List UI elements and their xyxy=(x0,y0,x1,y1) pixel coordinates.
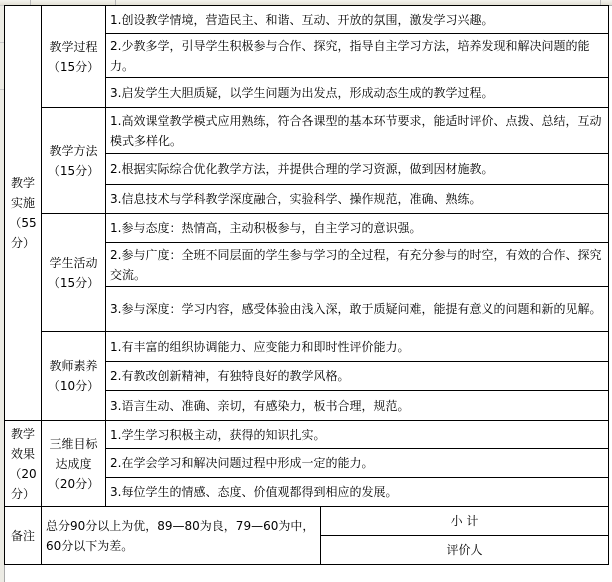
category-cell-implementation xyxy=(5,6,42,421)
table-row xyxy=(5,108,609,154)
criterion-cell[interactable]: 3.语言生动、准确、亲切，有感染力，板书合理，规范。 xyxy=(106,391,609,421)
category-label: 教学 效果 （20 分） xyxy=(9,426,37,501)
criterion-cell[interactable]: 2.少教多学，引导学生积极参与合作、探究，指导自主学习方法，培养发现和解决问题的能力。 xyxy=(106,34,609,78)
criterion-cell[interactable]: 2.在学会学习和解决问题过程中形成一定的能力。 xyxy=(106,449,609,478)
table-row xyxy=(5,214,609,243)
table-row xyxy=(5,332,609,362)
subcategory-cell-process xyxy=(42,6,106,108)
subcategory-points: （15分） xyxy=(47,59,100,74)
evaluator-label-cell[interactable]: 评价人 xyxy=(321,536,609,565)
subcategory-name: 学生活动 xyxy=(49,255,98,270)
remarks-label-cell: 备注 xyxy=(5,507,42,565)
subcategory-name: 三维目标达成度 xyxy=(49,436,98,471)
remarks-note-cell[interactable]: 总分90分以上为优，89—80为良，79—60为中，60分以下为差。 xyxy=(42,507,321,565)
footer-row xyxy=(5,507,609,536)
criterion-cell[interactable]: 1.高效课堂教学模式应用熟练，符合各课型的基本环节要求，能适时评价、点拨、总结，互动模式多样化。 xyxy=(106,108,609,154)
table-row xyxy=(5,6,609,34)
evaluation-table xyxy=(4,5,609,565)
criterion-cell[interactable]: 1.参与态度：热情高，主动积极参与，自主学习的意识强。 xyxy=(106,214,609,243)
subcategory-name: 教师素养 xyxy=(49,359,98,373)
criterion-cell[interactable]: 3.参与深度：学习内容，感受体验由浅入深，敢于质疑问难，能提有意义的问题和新的见解。 xyxy=(106,287,609,332)
criterion-cell[interactable]: 1.有丰富的组织协调能力、应变能力和即时性评价能力。 xyxy=(106,332,609,362)
subcategory-points: （20分） xyxy=(47,476,100,491)
subcategory-cell-teacher-quality xyxy=(42,332,106,421)
subcategory-points: （10分） xyxy=(47,379,100,393)
category-label: 教学 实施 （55 分） xyxy=(9,176,37,250)
criterion-cell[interactable]: 1.学生学习积极主动，获得的知识扎实。 xyxy=(106,421,609,449)
criterion-cell[interactable]: 2.有教改创新精神，有独特良好的教学风格。 xyxy=(106,362,609,391)
criterion-cell[interactable]: 3.信息技术与学科教学深度融合，实验科学、操作规范，准确、熟练。 xyxy=(106,185,609,214)
subcategory-name: 教学方法 xyxy=(49,143,98,158)
criterion-cell[interactable]: 2.根据实际综合优化教学方法，并提供合理的学习资源，做到因材施教。 xyxy=(106,154,609,185)
subcategory-name: 教学过程 xyxy=(49,39,98,54)
subcategory-points: （15分） xyxy=(47,275,100,290)
criterion-cell[interactable]: 3.启发学生大胆质疑，以学生问题为出发点，形成动态生成的教学过程。 xyxy=(106,78,609,108)
criterion-cell[interactable]: 1.创设教学情境，营造民主、和谐、互动、开放的氛围，激发学习兴趣。 xyxy=(106,6,609,34)
category-cell-effect xyxy=(5,421,42,507)
subcategory-points: （15分） xyxy=(47,163,100,178)
subcategory-cell-student-activity xyxy=(42,214,106,332)
table-row xyxy=(5,421,609,449)
criterion-cell[interactable]: 3.每位学生的情感、态度、价值观都得到相应的发展。 xyxy=(106,478,609,507)
subcategory-cell-methods xyxy=(42,108,106,214)
criterion-cell[interactable]: 2.参与广度：全班不同层面的学生参与学习的全过程，有充分参与的时空，有效的合作、探究交流。 xyxy=(106,243,609,287)
subtotal-label-cell[interactable]: 小 计 xyxy=(321,507,609,536)
subcategory-cell-goals xyxy=(42,421,106,507)
